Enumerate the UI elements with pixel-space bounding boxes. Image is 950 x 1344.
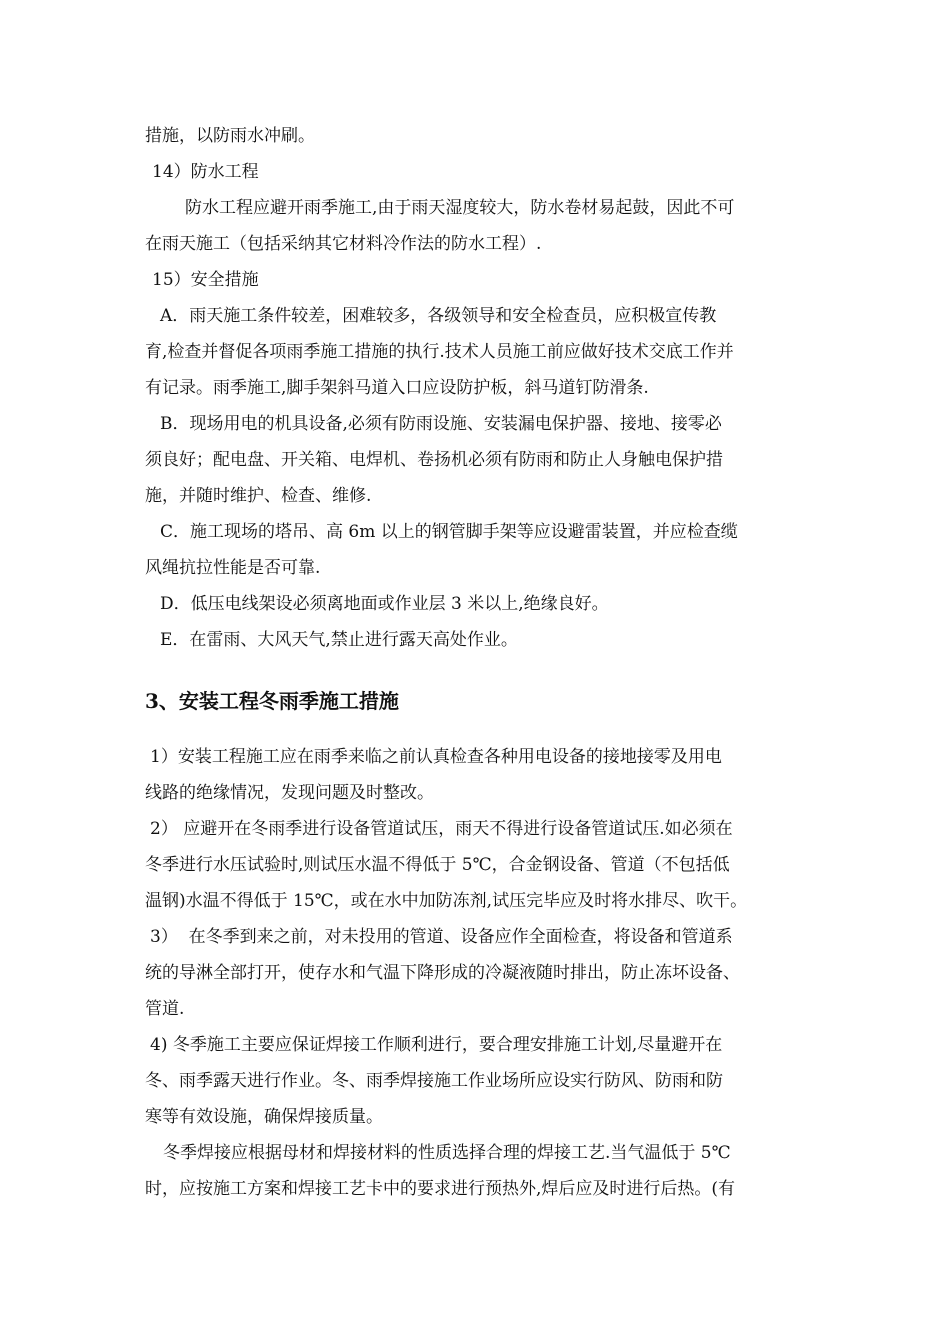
text-line: 须良好；配电盘、开关箱、电焊机、卷扬机必须有防雨和防止人身触电保护措 (145, 450, 723, 470)
text-line: 时，应按施工方案和焊接工艺卡中的要求进行预热外,焊后应及时进行后热。(有 (145, 1179, 736, 1199)
text-line: 育,检查并督促各项雨季施工措施的执行.技术人员施工前应做好技术交底工作并 (145, 342, 734, 362)
text-line: 施，并随时维护、检查、维修. (145, 486, 372, 506)
section-3-heading: 3、安装工程冬雨季施工措施 (145, 689, 399, 713)
text-line: D．低压电线架设必须离地面或作业层 3 米以上,绝缘良好。 (160, 594, 609, 614)
text-line: 冬季焊接应根据母材和焊接材料的性质选择合理的焊接工艺.当气温低于 5℃ (163, 1143, 731, 1163)
text-line: B．现场用电的机具设备,必须有防雨设施、安装漏电保护器、接地、接零必 (160, 414, 722, 434)
text-line: E．在雷雨、大风天气,禁止进行露天高处作业。 (160, 630, 518, 650)
section-14-heading: 14）防水工程 (152, 162, 259, 182)
text-line: A．雨天施工条件较差，困难较多，各级领导和安全检查员，应积极宣传教 (160, 306, 717, 326)
text-line: 措施，以防雨水冲刷。 (145, 126, 315, 146)
section-15-heading: 15）安全措施 (152, 270, 259, 290)
text-line: 寒等有效设施，确保焊接质量。 (145, 1107, 383, 1127)
text-line: 风绳抗拉性能是否可靠. (145, 558, 321, 578)
text-line: 温钢)水温不得低于 15℃，或在水中加防冻剂,试压完毕应及时将水排尽、吹干。 (145, 891, 748, 911)
text-line: 4) 冬季施工主要应保证焊接工作顺利进行，要合理安排施工计划,尽量避开在 (150, 1035, 723, 1055)
text-line: C．施工现场的塔吊、高 6m 以上的钢管脚手架等应设避雷装置，并应检查缆 (160, 522, 738, 542)
text-line: 防水工程应避开雨季施工,由于雨天湿度较大，防水卷材易起鼓，因此不可 (185, 198, 735, 218)
text-line: 1）安装工程施工应在雨季来临之前认真检查各种用电设备的接地接零及用电 (150, 747, 722, 767)
text-line: 2） 应避开在冬雨季进行设备管道试压，雨天不得进行设备管道试压.如必须在 (150, 819, 733, 839)
text-line: 统的导淋全部打开，使存水和气温下降形成的冷凝液随时排出，防止冻坏设备、 (145, 963, 740, 983)
text-line: 线路的绝缘情况，发现问题及时整改。 (145, 783, 434, 803)
text-line: 有记录。雨季施工,脚手架斜马道入口应设防护板，斜马道钉防滑条. (145, 378, 649, 398)
text-line: 3） 在冬季到来之前，对未投用的管道、设备应作全面检查，将设备和管道系 (150, 927, 733, 947)
text-line: 冬季进行水压试验时,则试压水温不得低于 5℃，合金钢设备、管道（不包括低 (145, 855, 730, 875)
text-line: 管道. (145, 999, 185, 1019)
text-line: 冬、雨季露天进行作业。冬、雨季焊接施工作业场所应设实行防风、防雨和防 (145, 1071, 723, 1091)
text-line: 在雨天施工（包括采纳其它材料冷作法的防水工程）. (145, 234, 542, 254)
